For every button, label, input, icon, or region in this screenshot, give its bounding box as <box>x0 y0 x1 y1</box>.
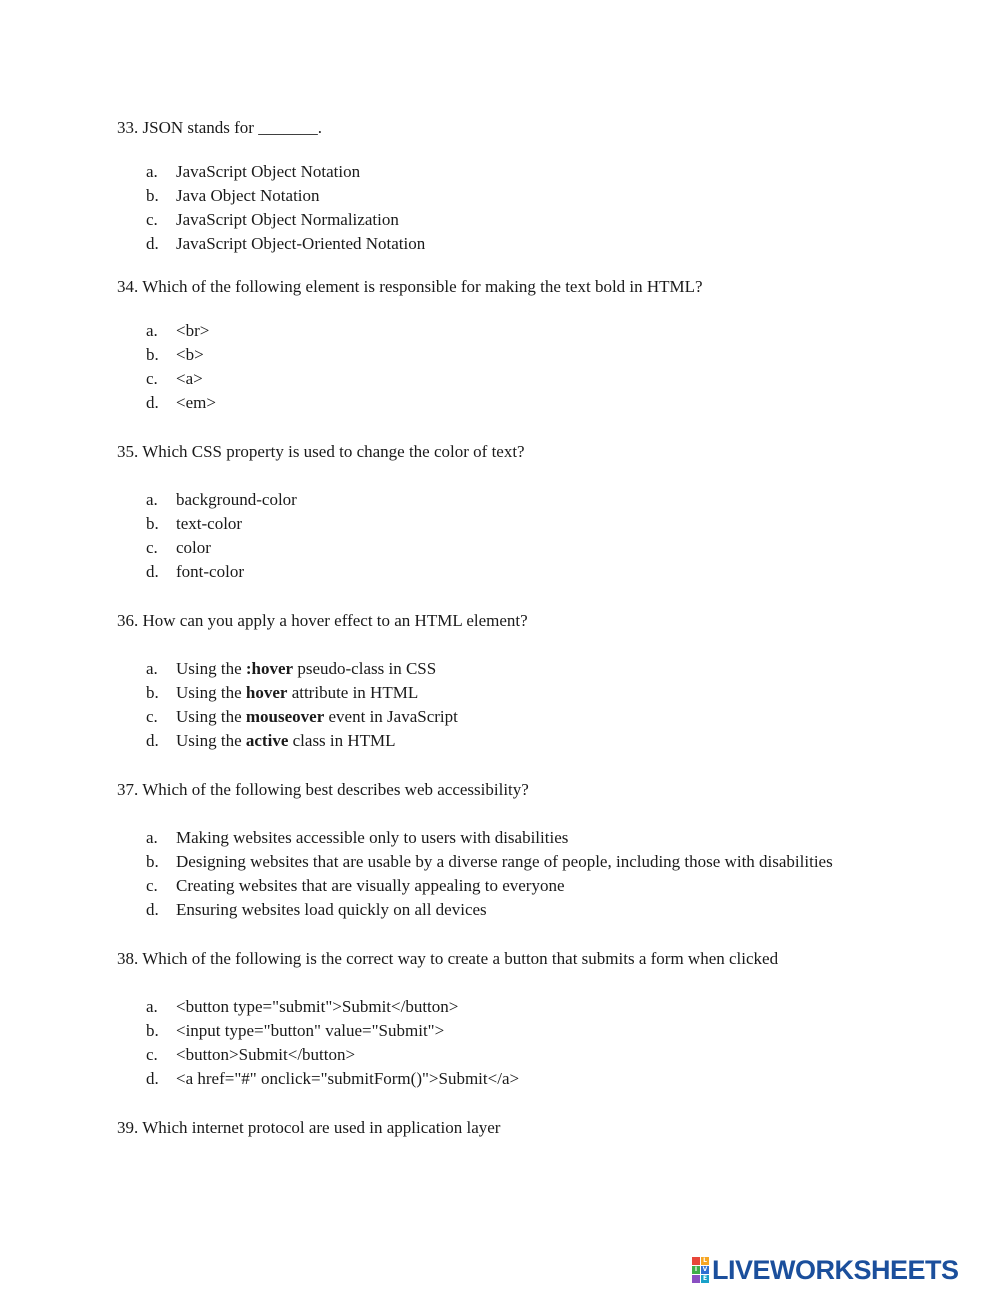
option-34d: d. <em> <box>146 393 216 412</box>
option-33a: a. JavaScript Object Notation <box>146 162 361 181</box>
option-35b: b. text-color <box>146 514 243 533</box>
liveworksheets-logo-icon <box>692 1257 709 1283</box>
option-38c: c. <button>Submit</button> <box>146 1045 356 1064</box>
option-37b: b. Designing websites that are usable by a diverse range of people, including those with disabilities <box>146 852 833 871</box>
option-33c: c. JavaScript Object Normalization <box>146 210 399 229</box>
option-37a: a. Making websites accessible only to users with disabilities <box>146 828 569 847</box>
question-33: 33. JSON stands for _______. <box>117 118 322 137</box>
option-36a: a. Using the :hover pseudo-class in CSS <box>146 659 437 678</box>
logo-block <box>692 1275 700 1283</box>
option-38a: a. <button type="submit">Submit</button> <box>146 997 459 1016</box>
option-36d: d. Using the active class in HTML <box>146 731 396 750</box>
liveworksheets-logo <box>692 1256 959 1284</box>
question-39: 39. Which internet protocol are used in application layer <box>117 1118 501 1137</box>
option-38b: b. <input type="button" value="Submit"> <box>146 1021 445 1040</box>
logo-block: L <box>701 1257 709 1265</box>
option-34a: a. <br> <box>146 321 210 340</box>
logo-block: I <box>692 1266 700 1274</box>
option-35d: d. font-color <box>146 562 244 581</box>
logo-block: E <box>702 1275 708 1282</box>
question-37: 37. Which of the following best describes web accessibility? <box>117 780 529 799</box>
question-34: 34. Which of the following element is responsible for making the text bold in HTML? <box>117 277 703 296</box>
option-33b: b. Java Object Notation <box>146 186 320 205</box>
option-37d: d. Ensuring websites load quickly on all devices <box>146 900 487 919</box>
option-35a: a. background-color <box>146 490 297 509</box>
logo-block: V <box>702 1266 708 1273</box>
option-38d: d. <a href="#" onclick="submitForm()">Submit</a> <box>146 1069 520 1088</box>
option-37c: c. Creating websites that are visually appealing to everyone <box>146 876 565 895</box>
logo-block <box>692 1257 700 1265</box>
option-36c: c. Using the mouseover event in JavaScript <box>146 707 458 726</box>
option-33d: d. JavaScript Object-Oriented Notation <box>146 234 426 253</box>
option-36b: b. Using the hover attribute in HTML <box>146 683 419 702</box>
option-34b: b. <b> <box>146 345 204 364</box>
option-35c: c. color <box>146 538 211 557</box>
option-34c: c. <a> <box>146 369 203 388</box>
question-38: 38. Which of the following is the correct way to create a button that submits a form when clicked <box>117 949 779 968</box>
question-36: 36. How can you apply a hover effect to an HTML element? <box>117 611 528 630</box>
logo-text: LIVEWORKSHEETS <box>712 1254 959 1285</box>
question-35: 35. Which CSS property is used to change the color of text? <box>117 442 525 461</box>
